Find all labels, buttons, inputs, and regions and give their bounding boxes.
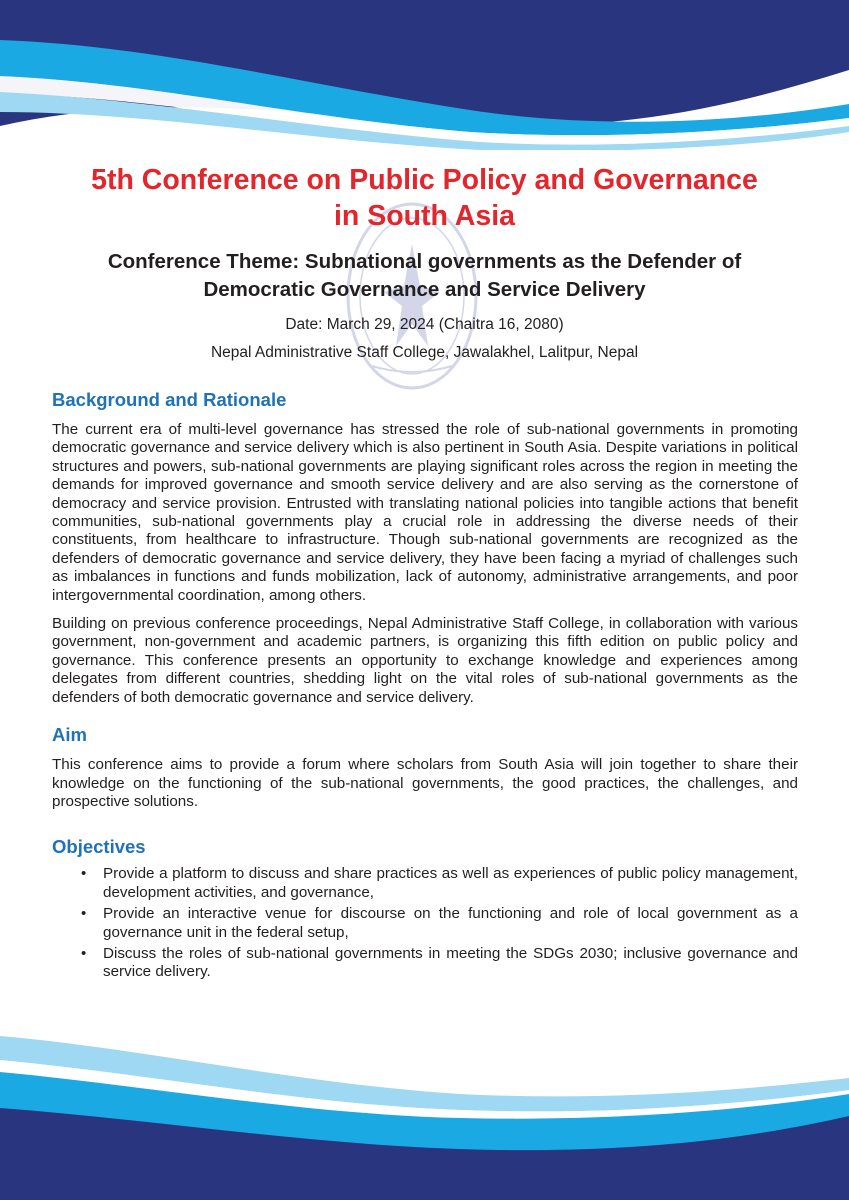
theme-line-1: Conference Theme: Subnational governments as the Defender of [107, 250, 742, 273]
bullet-icon: • [81, 944, 87, 962]
background-paragraph-2: Building on previous conference proceedings, Nepal Administrative Staff College, in collaboration with various government, non-government and academic partners, is organizing this fifth edition on public policy and governance. This conference presents an opportunity to exchange knowledge and experiences among delegates from different countries, shedding light on the vital roles of sub-national governments as the defenders of both democratic governance and service delivery. [52, 615, 798, 706]
theme-line-2: Democratic Governance and Service Delivery [203, 278, 646, 301]
list-item [52, 905, 798, 942]
list-item [52, 945, 798, 982]
objective-text: Discuss the roles of sub-national governments in meeting the SDGs 2030; inclusive governance and service delivery. [103, 944, 798, 981]
objective-text: Provide an interactive venue for discourse on the functioning and role of local government as a governance unit in the federal setup, [103, 905, 798, 941]
header-wave-decoration [0, 0, 849, 150]
title-line-2: in South Asia [333, 200, 516, 232]
objective-text: Provide a platform to discuss and share practices as well as experiences of public policy management, development activities, and governance, [103, 865, 798, 901]
conference-theme [40, 248, 809, 304]
background-heading: Background and Rationale [52, 389, 287, 410]
bullet-icon: • [81, 905, 87, 923]
bullet-icon: • [81, 865, 87, 883]
conference-title [40, 162, 809, 234]
list-item [52, 865, 798, 902]
main-content [52, 388, 798, 985]
footer-wave-decoration [0, 1030, 849, 1200]
conference-date: Date: March 29, 2024 (Chaitra 16, 2080) [285, 316, 564, 333]
objectives-list [52, 865, 798, 981]
objectives-heading: Objectives [52, 836, 146, 858]
aim-paragraph: This conference aims to provide a forum where scholars from South Asia will join together to share their knowledge on the functioning of the sub-national governments, the good practices, the challenges, and prospective solutions. [52, 756, 798, 810]
conference-venue: Nepal Administrative Staff College, Jawalakhel, Lalitpur, Nepal [210, 344, 639, 361]
background-paragraph-1: The current era of multi-level governance has stressed the role of sub-national governments in promoting democratic governance and service delivery which is also pertinent in South Asia. Despite variations in political structures and powers, sub-national governments are playing significant roles across the region in meeting the demands for improved governance and smooth service delivery and are also serving as the cornerstone of democracy and service provision. Entrusted with translating national policies into tangible actions that benefit communities, sub-national governments play a crucial role in addressing the diverse needs of their constituents, from healthcare to infrastructure. Though sub-national governments are recognized as the defenders of democratic governance and service delivery, they have been facing a myriad of challenges such as imbalances in functions and funds mobilization, lack of autonomy, administrative arrangements, and poor intergovernmental coordination, among others. [52, 421, 798, 604]
title-line-1: 5th Conference on Public Policy and Governance [91, 164, 758, 196]
aim-heading: Aim [52, 724, 87, 746]
